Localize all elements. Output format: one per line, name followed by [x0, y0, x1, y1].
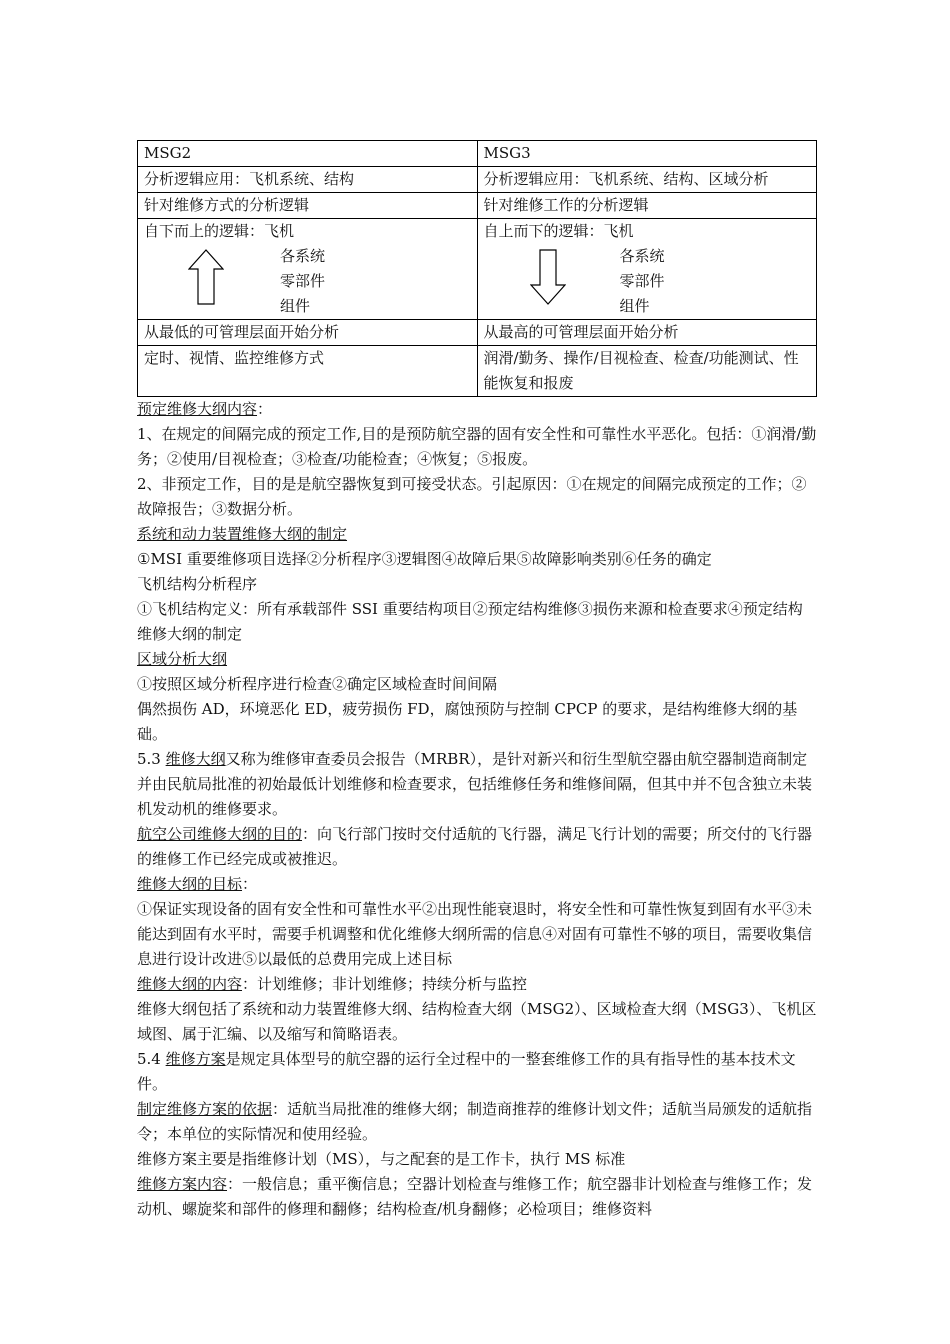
section-heading: 系统和动力装置维修大纲的制定 [137, 525, 348, 543]
table-cell [477, 219, 817, 320]
top-down-tree [484, 219, 811, 319]
document-page [137, 140, 817, 1222]
paragraph: 维修大纲的内容：计划维修；非计划维修；持续分析与监控 [137, 975, 528, 993]
paragraph: 制定维修方案的依据：适航当局批准的维修大纲；制造商推荐的维修计划文件；适航当局颁发的适航指令；本单位的实际情况和使用经验。 [137, 1100, 813, 1143]
paragraph: 1、在规定的间隔完成的预定工作,目的是预防航空器的固有安全性和可靠性水平恶化。包括：①润滑/勤务；②使用/目视检查；③检查/功能检查；④恢复；⑤报废。 [137, 425, 817, 468]
paragraph: 5.3 维修大纲又称为维修审查委员会报告（MRBR），是针对新兴和衍生型航空器由航空器制造商制定并由民航局批准的初始最低计划维修和检查要求，包括维修任务和维修间隔，但其中并不包含独立未装机发动机的维修要求。 [137, 750, 813, 818]
paragraph: 维修方案主要是指维修计划（MS），与之配套的是工作卡，执行 MS 标准 [137, 1150, 626, 1168]
paragraph: 飞机结构分析程序 [137, 575, 258, 593]
bottom-up-tree [144, 219, 471, 319]
header-msg3: MSG3 [477, 141, 817, 167]
section-heading: 维修大纲的目标： [137, 875, 258, 893]
up-arrow-icon [188, 249, 224, 305]
tree-title: 自上而下的逻辑：飞机 [483, 222, 634, 240]
paragraph: ①飞机结构定义：所有承载部件 SSI 重要结构项目②预定结构维修③损伤来源和检查要求④预定结构维修大纲的制定 [137, 600, 803, 643]
table-cell: 从最低的可管理层面开始分析 [138, 320, 478, 346]
table-row [138, 219, 817, 320]
tree-item: 组件 [619, 297, 650, 315]
paragraph: ①保证实现设备的固有安全性和可靠性水平②出现性能衰退时，将安全性和可靠性恢复到固有水平③未能达到固有水平时，需要手机调整和优化维修大纲所需的信息④对固有可靠性不够的项目，需要收集信息进行设计改进⑤以最低的总费用完成上述目标 [137, 900, 813, 968]
paragraph: ①按照区域分析程序进行检查②确定区域检查时间间隔 [137, 675, 498, 693]
paragraph: 2、非预定工作，目的是是航空器恢复到可接受状态。引起原因：①在规定的间隔完成预定的工作；②故障报告；③数据分析。 [137, 475, 807, 518]
tree-item: 零部件 [619, 272, 665, 290]
tree-item: 各系统 [280, 247, 326, 265]
paragraph: 维修方案内容：一般信息；重平衡信息；空器计划检查与维修工作；航空器非计划检查与维修工作；发动机、螺旋桨和部件的修理和翻修；结构检查/机身翻修；必检项目；维修资料 [137, 1175, 813, 1218]
table-cell [138, 219, 478, 320]
tree-item: 组件 [280, 297, 311, 315]
table-cell: 分析逻辑应用：飞机系统、结构、区域分析 [477, 167, 817, 193]
table-cell: 润滑/勤务、操作/目视检查、检查/功能测试、性能恢复和报废 [477, 346, 817, 397]
tree-title: 自下而上的逻辑：飞机 [144, 222, 295, 240]
paragraph: 航空公司维修大纲的目的：向飞行部门按时交付适航的飞行器，满足飞行计划的需要；所交付的飞行器的维修工作已经完成或被推迟。 [137, 825, 813, 868]
document-body [137, 397, 817, 1222]
paragraph: 5.4 维修方案是规定具体型号的航空器的运行全过程中的一整套维修工作的具有指导性的基本技术文件。 [137, 1050, 796, 1093]
paragraph: 维修大纲包括了系统和动力装置维修大纲、结构检查大纲（MSG2）、区域检查大纲（MSG3）、飞机区域图、属于汇编、以及缩写和简略语表。 [137, 1000, 817, 1043]
section-heading: 预定维修大纲内容： [137, 400, 273, 418]
table-cell: 从最高的可管理层面开始分析 [477, 320, 817, 346]
table-row [138, 141, 817, 167]
tree-item: 零部件 [280, 272, 326, 290]
table-cell: 定时、视情、监控维修方式 [138, 346, 478, 397]
table-row [138, 193, 817, 219]
table-row [138, 167, 817, 193]
paragraph: ①MSI 重要维修项目选择②分析程序③逻辑图④故障后果⑤故障影响类别⑥任务的确定 [137, 550, 712, 568]
table-row [138, 320, 817, 346]
msg-comparison-table [137, 140, 817, 397]
table-cell: 分析逻辑应用：飞机系统、结构 [138, 167, 478, 193]
header-msg2: MSG2 [138, 141, 478, 167]
section-heading: 区域分析大纲 [137, 650, 228, 668]
down-arrow-icon [530, 249, 566, 305]
table-cell: 针对维修方式的分析逻辑 [138, 193, 478, 219]
tree-item: 各系统 [619, 247, 665, 265]
paragraph: 偶然损伤 AD，环境恶化 ED，疲劳损伤 FD，腐蚀预防与控制 CPCP 的要求，是结构维修大纲的基础。 [137, 700, 798, 743]
table-cell: 针对维修工作的分析逻辑 [477, 193, 817, 219]
table-row [138, 346, 817, 397]
